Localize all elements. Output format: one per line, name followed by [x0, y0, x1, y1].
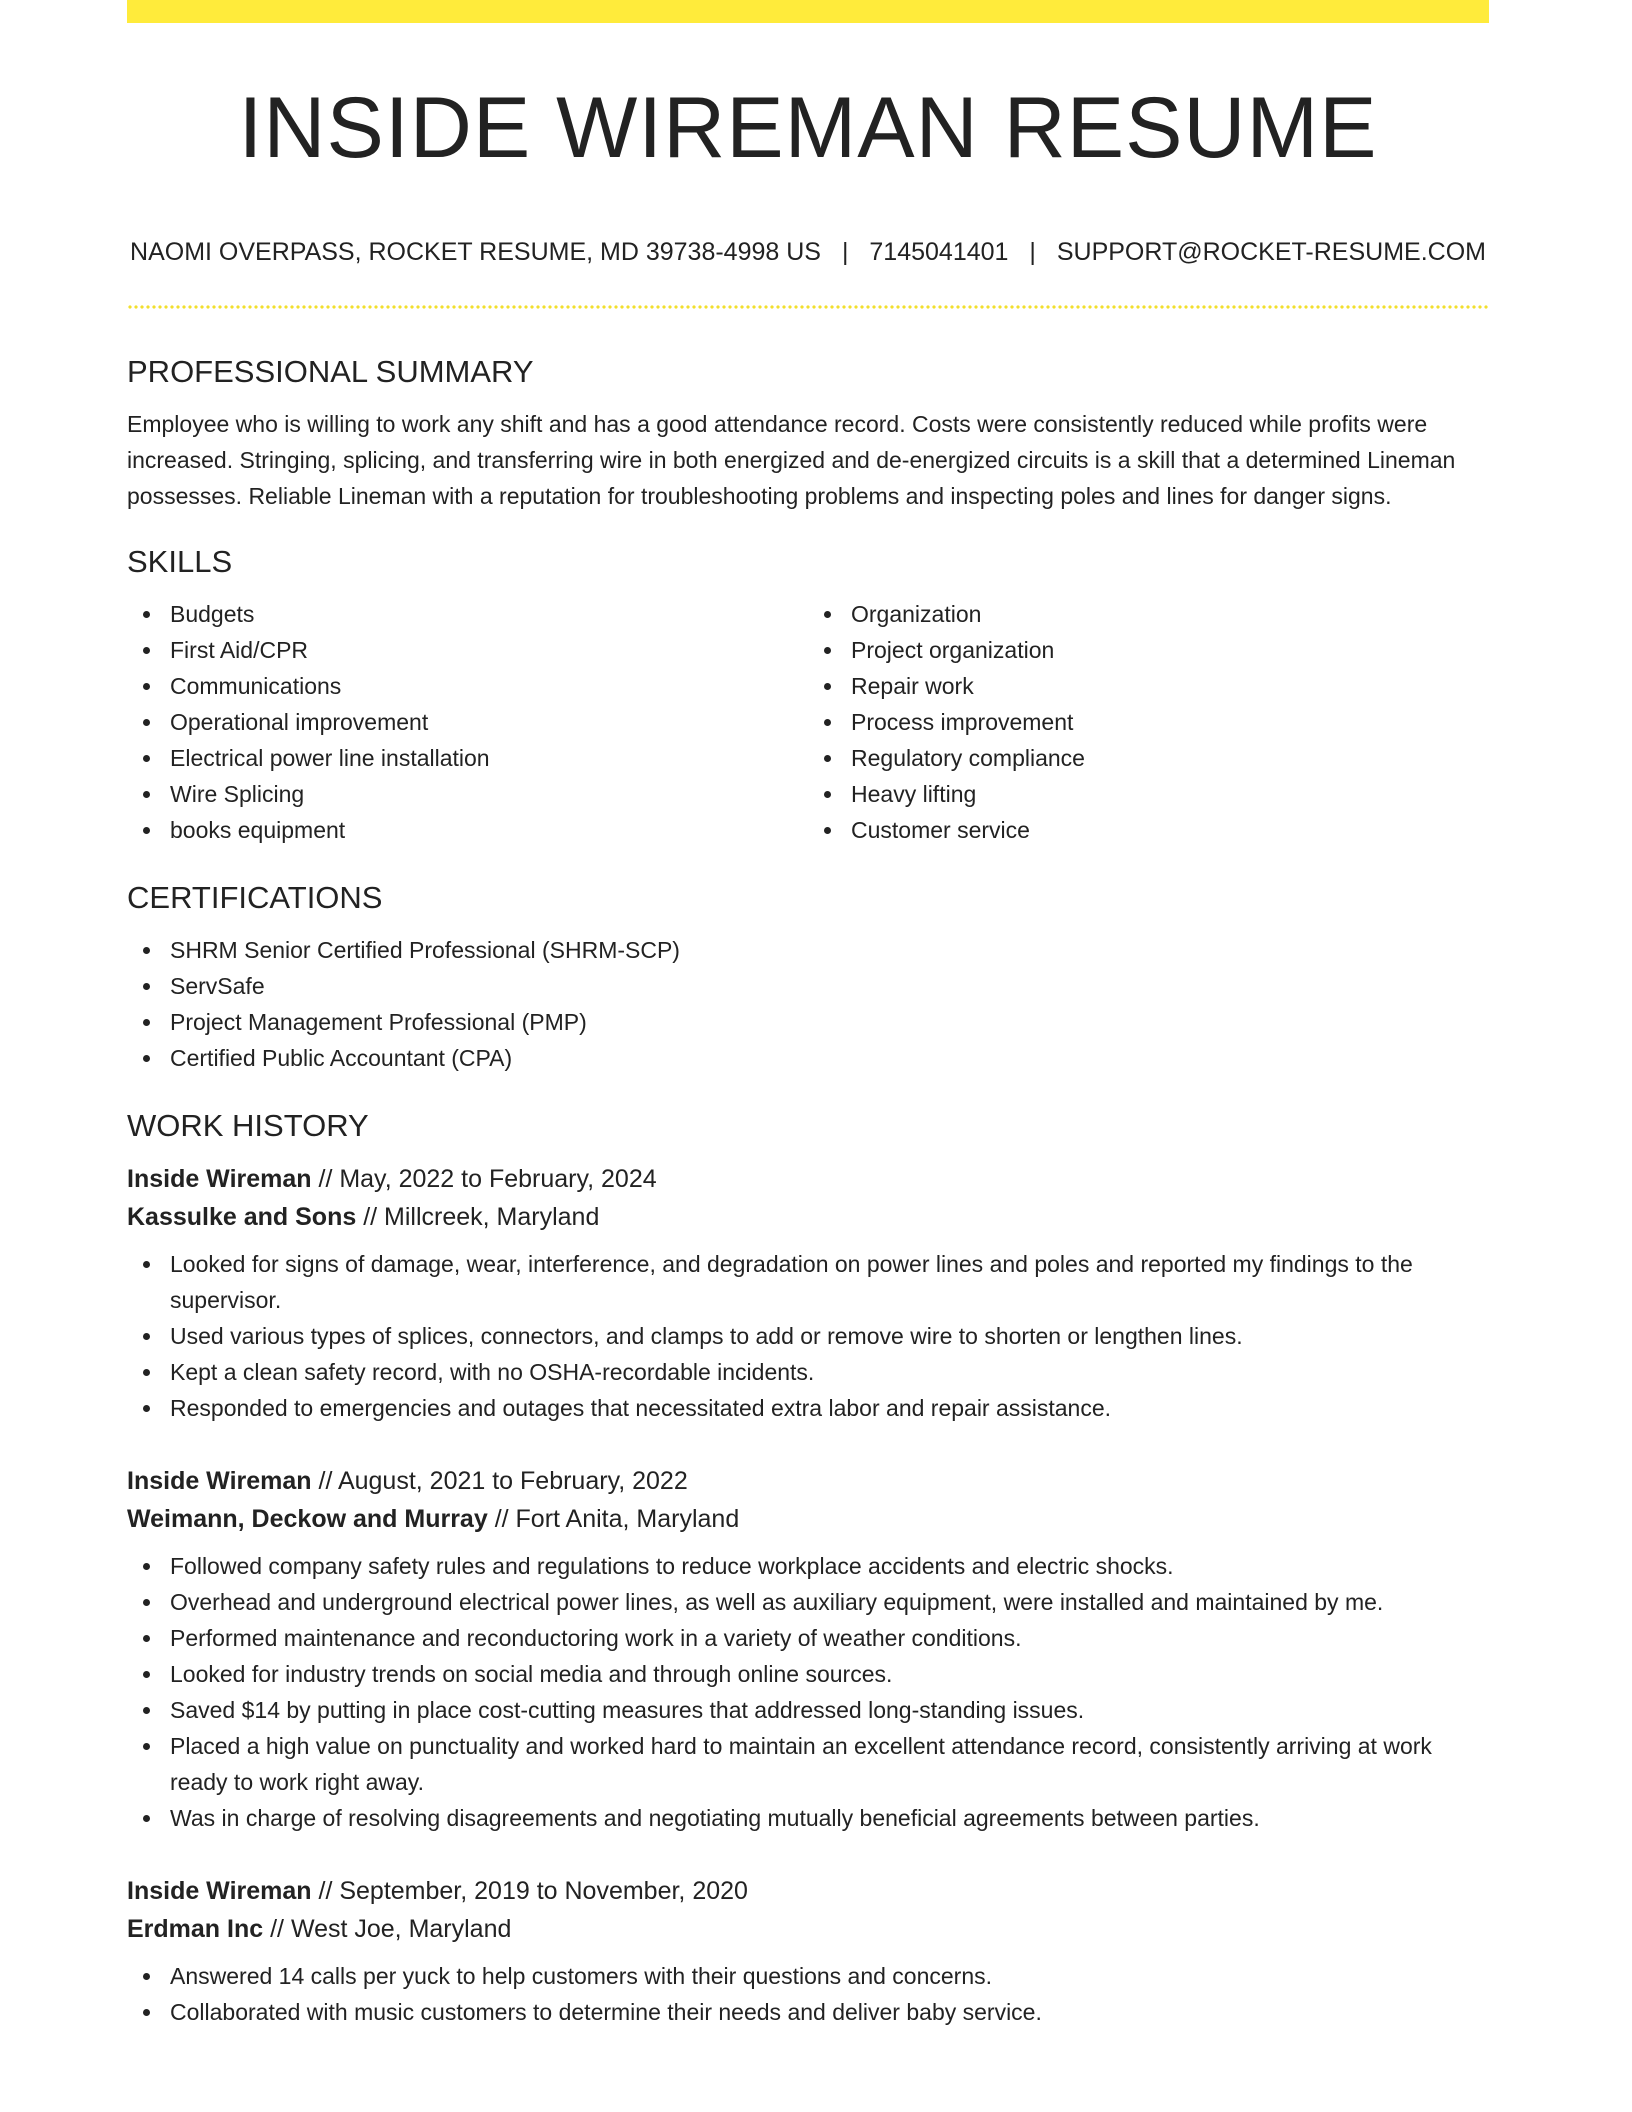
job-company: Weimann, Deckow and Murray — [127, 1505, 488, 1533]
resume-content — [127, 352, 1489, 2066]
summary-text: Employee who is willing to work any shift and has a good attendance record. Costs were consistently reduced while profits were increased. Stringing, splicing, and transferring wire in both energized and de-energized circuits is a skill that a determined Lineman possesses. Reliable Lineman with a reputation for troubleshooting problems and inspecting poles and lines for danger signs. — [127, 411, 1456, 509]
job-title: Inside Wireman — [127, 1467, 312, 1495]
list-item: First Aid/CPR — [170, 632, 808, 668]
list-item: Was in charge of resolving disagreements and negotiating mutually beneficial agreements between parties. — [170, 1800, 1489, 1836]
list-item: Customer service — [851, 812, 1489, 848]
job-bullets — [127, 1958, 1489, 2030]
skills-section — [127, 542, 1489, 848]
list-item: Used various types of splices, connectors, and clamps to add or remove wire to shorten or lengthen lines. — [170, 1318, 1489, 1354]
contact-phone: 7145041401 — [869, 238, 1009, 266]
list-item: Placed a high value on punctuality and worked hard to maintain an excellent attendance record, consistently arriving at work ready to work right away. — [170, 1728, 1489, 1800]
job-location: // Millcreek, Maryland — [356, 1203, 600, 1231]
skills-list-left — [127, 596, 808, 848]
work-history-section — [127, 1106, 1489, 2030]
certifications-section — [127, 878, 1489, 1076]
job-entry — [127, 1160, 1489, 1426]
summary-section — [127, 352, 1489, 514]
list-item: SHRM Senior Certified Professional (SHRM-SCP) — [170, 932, 1489, 968]
job-title-line — [127, 1160, 1489, 1198]
list-item: Process improvement — [851, 704, 1489, 740]
list-item: Kept a clean safety record, with no OSHA-recordable incidents. — [170, 1354, 1489, 1390]
list-item: Organization — [851, 596, 1489, 632]
job-company-line — [127, 1500, 1489, 1538]
list-item: Collaborated with music customers to determine their needs and deliver baby service. — [170, 1994, 1489, 2030]
list-item: Followed company safety rules and regulations to reduce workplace accidents and electric shocks. — [170, 1548, 1489, 1584]
list-item: Performed maintenance and reconductoring work in a variety of weather conditions. — [170, 1620, 1489, 1656]
job-location: // West Joe, Maryland — [263, 1915, 512, 1943]
list-item: Looked for signs of damage, wear, interference, and degradation on power lines and poles and reported my findings to the supervisor. — [170, 1246, 1489, 1318]
contact-email: SUPPORT@ROCKET-RESUME.COM — [1056, 238, 1486, 266]
job-company: Kassulke and Sons — [127, 1203, 357, 1231]
skills-grid — [127, 596, 1489, 848]
contact-separator: | — [841, 238, 849, 266]
list-item: Responded to emergencies and outages that necessitated extra labor and repair assistance. — [170, 1390, 1489, 1426]
list-item: Overhead and underground electrical power lines, as well as auxiliary equipment, were installed and maintained by me. — [170, 1584, 1489, 1620]
job-title-line — [127, 1462, 1489, 1500]
list-item: Looked for industry trends on social media and through online sources. — [170, 1656, 1489, 1692]
contact-address: NAOMI OVERPASS, ROCKET RESUME, MD 39738-4998 US — [130, 238, 821, 266]
list-item: Electrical power line installation — [170, 740, 808, 776]
list-item: Heavy lifting — [851, 776, 1489, 812]
list-item: Regulatory compliance — [851, 740, 1489, 776]
list-item: Project organization — [851, 632, 1489, 668]
resume-title: INSIDE WIREMAN RESUME — [238, 80, 1378, 176]
job-title-line — [127, 1872, 1489, 1910]
summary-heading: PROFESSIONAL SUMMARY — [127, 354, 534, 389]
list-item: books equipment — [170, 812, 808, 848]
job-entry — [127, 1462, 1489, 1836]
job-location: // Fort Anita, Maryland — [487, 1505, 740, 1533]
list-item: Communications — [170, 668, 808, 704]
job-dates: // August, 2021 to February, 2022 — [311, 1467, 688, 1495]
list-item: Saved $14 by putting in place cost-cutting measures that addressed long-standing issues. — [170, 1692, 1489, 1728]
list-item: Repair work — [851, 668, 1489, 704]
list-item: Budgets — [170, 596, 808, 632]
job-dates: // May, 2022 to February, 2024 — [311, 1165, 657, 1193]
certifications-list — [127, 932, 1489, 1076]
contact-separator: | — [1029, 238, 1036, 266]
work-history-heading: WORK HISTORY — [127, 1108, 369, 1143]
dotted-divider — [127, 305, 1489, 309]
list-item: Certified Public Accountant (CPA) — [170, 1040, 1489, 1076]
job-title: Inside Wireman — [127, 1165, 312, 1193]
list-item: ServSafe — [170, 968, 1489, 1004]
job-dates: // September, 2019 to November, 2020 — [311, 1877, 748, 1905]
job-bullets — [127, 1246, 1489, 1426]
certifications-heading: CERTIFICATIONS — [127, 880, 383, 915]
list-item: Answered 14 calls per yuck to help customers with their questions and concerns. — [170, 1958, 1489, 1994]
skills-heading: SKILLS — [127, 544, 233, 579]
list-item: Wire Splicing — [170, 776, 808, 812]
job-title: Inside Wireman — [127, 1877, 312, 1905]
job-bullets — [127, 1548, 1489, 1836]
list-item: Project Management Professional (PMP) — [170, 1004, 1489, 1040]
jobs-list — [127, 1160, 1489, 2030]
contact-line — [127, 236, 1489, 268]
job-company: Erdman Inc — [127, 1915, 264, 1943]
job-company-line — [127, 1198, 1489, 1236]
job-company-line — [127, 1910, 1489, 1948]
list-item: Operational improvement — [170, 704, 808, 740]
accent-bar — [127, 0, 1489, 23]
skills-list-right — [808, 596, 1489, 848]
job-entry — [127, 1872, 1489, 2030]
